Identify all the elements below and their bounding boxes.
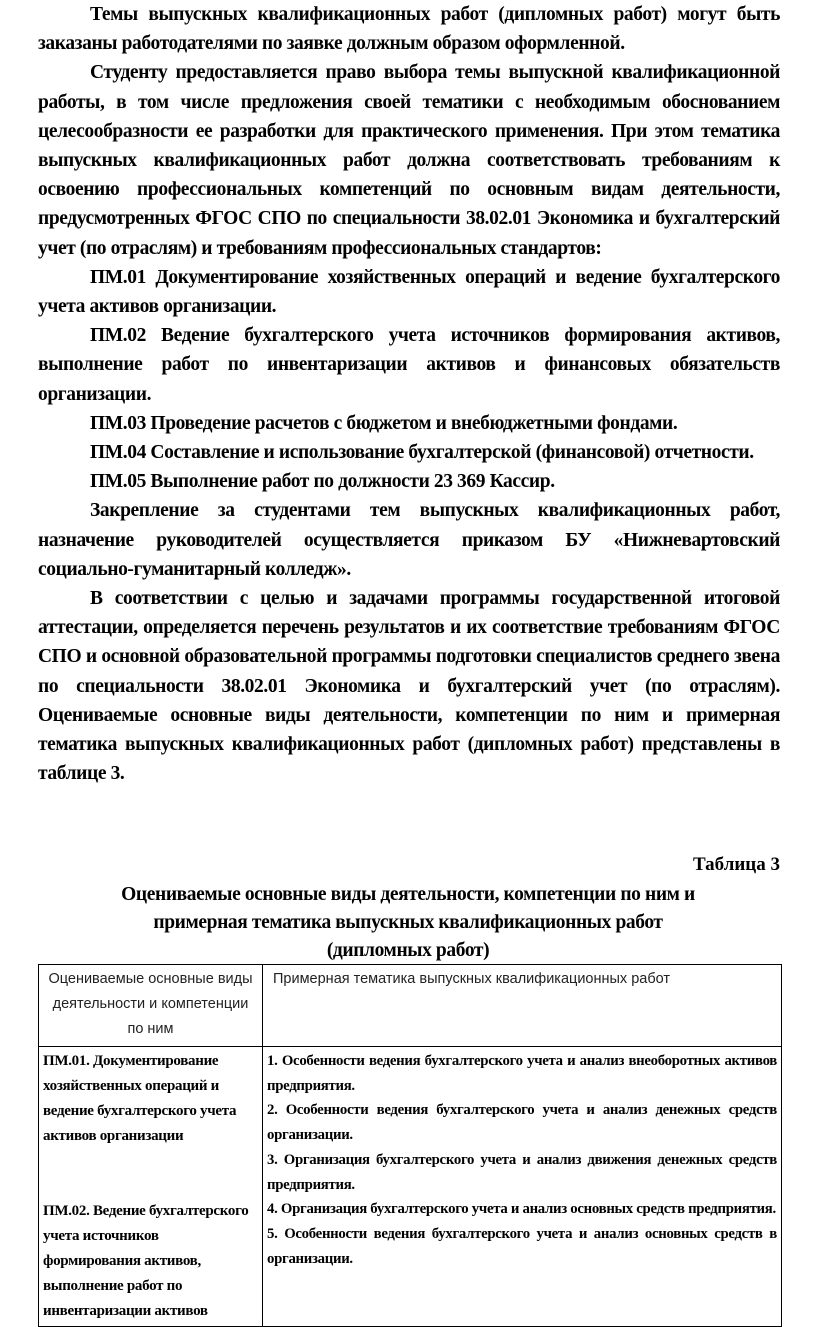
topic-item: 4. Организация бухгалтерского учета и анализ основных средств предприятия. xyxy=(267,1201,776,1218)
topic-item: 5. Особенности ведения бухгалтерского учета и анализ основных средств в организации. xyxy=(267,1225,777,1267)
paragraph-student-choice: Студенту предоставляется право выбора темы выпускной квалификационной работы, в том числе предложения своей тематики с необходимым обоснованием целесообразности ее разработки для практического применения. При этом тематика выпускных квалификационных работ должна соответствовать требованиям к освоению профессиональных компетенций по основным видам деятельности, предусмотренных ФГОС СПО по специальности 38.02.01 Экономика и бухгалтерский учет (по отраслям) и требованиям профессиональных стандартов: xyxy=(38,62,780,259)
paragraph-pm01: ПМ.01 Документирование хозяйственных операций и ведение бухгалтерского учета активов организации. xyxy=(38,266,780,318)
paragraph-assignment: Закрепление за студентами тем выпускных квалификационных работ, назначение руководителей осуществляется приказом БУ «Нижневартовский социально-гуманитарный колледж». xyxy=(38,500,780,580)
paragraph-pm02: ПМ.02 Ведение бухгалтерского учета источников формирования активов, выполнение работ по инвентаризации активов и финансовых обязательств организации. xyxy=(38,325,780,405)
table-header-row xyxy=(39,965,782,1047)
paragraph-employer-topics: Темы выпускных квалификационных работ (дипломных работ) могут быть заказаны работодателями по заявке должным образом оформленной. xyxy=(38,4,780,55)
header-cell-activities: Оцениваемые основные виды деятельности и компетенции по ним xyxy=(39,965,263,1047)
topic-item: 3. Организация бухгалтерского учета и анализ движения денежных средств предприятия. xyxy=(267,1151,777,1193)
activity-spacer xyxy=(43,1149,258,1199)
table-title xyxy=(40,881,776,965)
topic-item: 2. Особенности ведения бухгалтерского учета и анализ денежных средств организации. xyxy=(267,1102,777,1144)
activity-block: ПМ.02. Ведение бухгалтерского учета источников формирования активов, выполнение работ по инвентаризации активов xyxy=(43,1203,249,1319)
table-title-line: (дипломных работ) xyxy=(326,940,490,961)
table-title-line: Оцениваемые основные виды деятельности, компетенции по ним и xyxy=(121,884,695,905)
table-row xyxy=(39,1047,782,1327)
paragraph-pm04: ПМ.04 Составление и использование бухгалтерской (финансовой) отчетности. xyxy=(90,442,754,464)
table-label: Таблица 3 xyxy=(692,854,780,875)
topics-table xyxy=(38,964,782,1327)
activities-cell xyxy=(39,1047,263,1327)
paragraph-pm03: ПМ.03 Проведение расчетов с бюджетом и внебюджетными фондами. xyxy=(90,412,678,434)
topics-cell xyxy=(263,1047,782,1327)
paragraph-pm05: ПМ.05 Выполнение работ по должности 23 369 Кассир. xyxy=(90,471,555,493)
header-cell-topics: Примерная тематика выпускных квалификационных работ xyxy=(263,965,782,1047)
activity-block: ПМ.01. Документирование хозяйственных операций и ведение бухгалтерского учета активов организации xyxy=(43,1053,237,1144)
topic-item: 1. Особенности ведения бухгалтерского учета и анализ внеоборотных активов предприятия. xyxy=(267,1053,777,1094)
paragraph-certification: В соответствии с целью и задачами программы государственной итоговой аттестации, определяется перечень результатов и их соответствие требованиям ФГОС СПО и основной образовательной программы подготовки специалистов среднего звена по специальности 38.02.01 Экономика и бухгалтерский учет (по отраслям). Оцениваемые основные виды деятельности, компетенции по ним и примерная тематика выпускных квалификационных работ (дипломных работ) представлены в таблице 3. xyxy=(38,588,780,785)
table-title-line: примерная тематика выпускных квалификационных работ xyxy=(153,912,663,933)
body-text xyxy=(38,0,780,788)
